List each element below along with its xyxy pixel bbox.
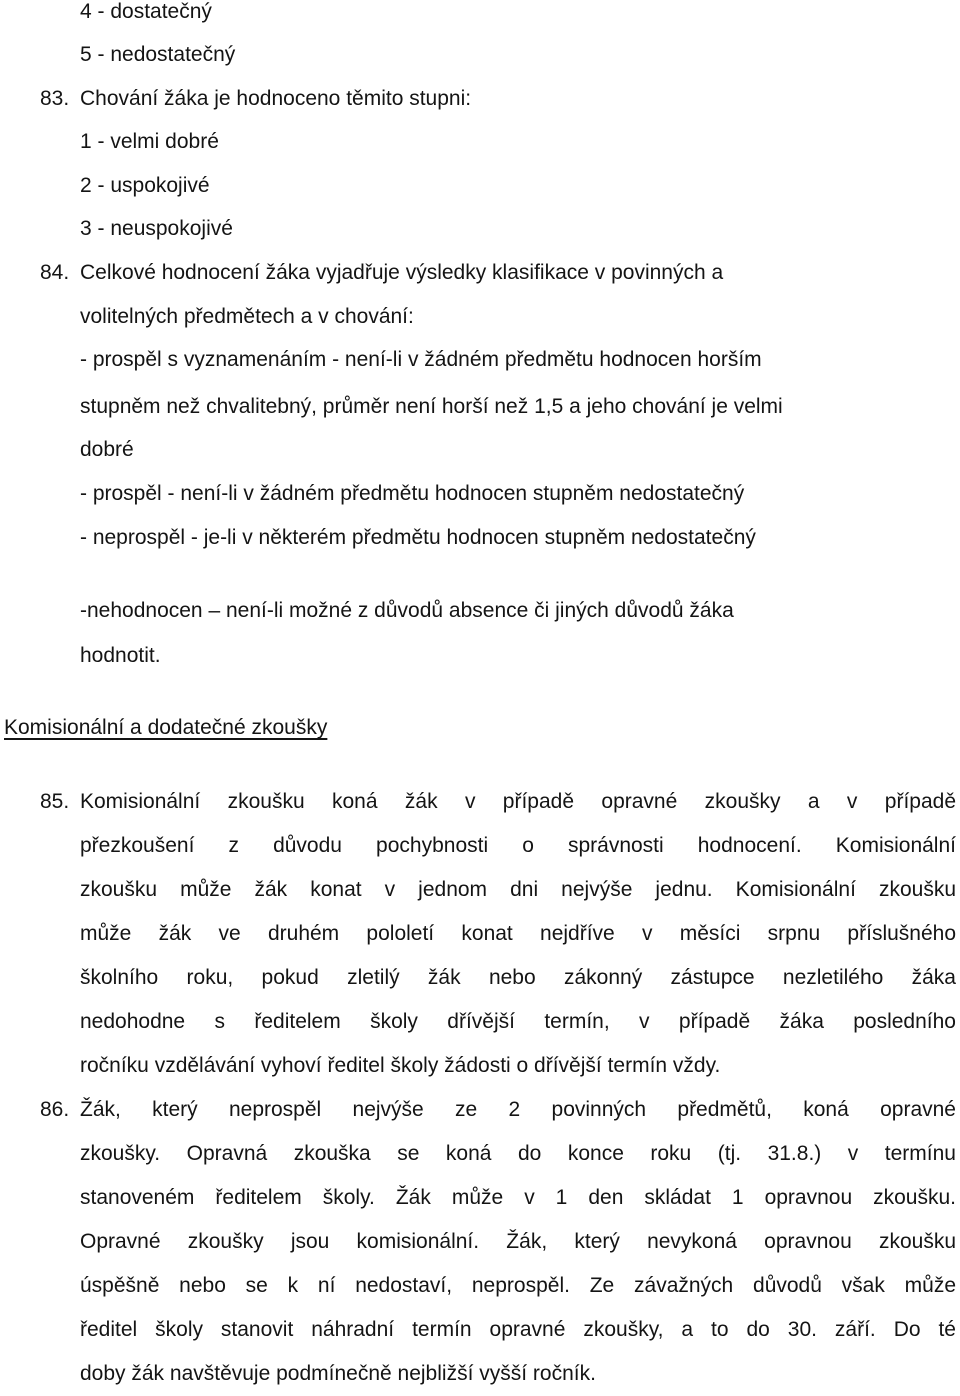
item-86-line: stanoveném ředitelem školy. Žák může v 1 den skládat 1 opravnou zkoušku. [80, 1186, 956, 1209]
item-85-line: Komisionální zkoušku koná žák v případě opravné zkoušky a v případě [80, 790, 956, 813]
behavior-grade-1: 1 - velmi dobré [80, 130, 219, 153]
item-86-line: doby žák navštěvuje podmínečně nejbližší vyšší ročník. [80, 1362, 596, 1385]
grade-4: 4 - dostatečný [80, 0, 212, 23]
item-86-line: Opravné zkoušky jsou komisionální. Žák, který nevykoná opravnou zkoušku [80, 1230, 956, 1253]
item-84-line: - neprospěl - je-li v některém předmětu hodnocen stupněm nedostatečný [80, 526, 756, 549]
item-86-line: ředitel školy stanovit náhradní termín opravné zkoušky, a to do 30. září. Do té [80, 1318, 956, 1341]
item-84-line: Celkové hodnocení žáka vyjadřuje výsledky klasifikace v povinných a [80, 261, 724, 284]
item-84-line: - prospěl s vyznamenáním - není-li v žádném předmětu hodnocen horším [80, 348, 762, 371]
item-84-line: dobré [80, 438, 134, 461]
behavior-grade-2: 2 - uspokojivé [80, 174, 210, 197]
item-83-text: Chování žáka je hodnoceno těmito stupni: [80, 87, 472, 110]
item-84-line: - prospěl - není-li v žádném předmětu hodnocen stupněm nedostatečný [80, 482, 745, 505]
item-85-line: školního roku, pokud zletilý žák nebo zákonný zástupce nezletilého žáka [80, 966, 956, 989]
item-85-line: ročníku vzdělávání vyhoví ředitel školy žádosti o dřívější termín vždy. [80, 1054, 721, 1077]
item-84-line: volitelných předmětech a v chování: [80, 305, 414, 328]
item-86-number: 86. [40, 1098, 70, 1121]
item-84-number: 84. [40, 261, 70, 284]
item-84-line: hodnotit. [80, 644, 161, 667]
item-84-line: -nehodnocen – není-li možné z důvodů absence či jiných důvodů žáka [80, 599, 734, 622]
item-86-line: Žák, který neprospěl nejvýše ze 2 povinných předmětů, koná opravné [80, 1098, 956, 1121]
behavior-grade-3: 3 - neuspokojivé [80, 217, 233, 240]
item-85-line: zkoušku může žák konat v jednom dni nejvýše jednu. Komisionální zkoušku [80, 878, 956, 901]
item-86-line: zkoušky. Opravná zkouška se koná do konce roku (tj. 31.8.) v termínu [80, 1142, 956, 1165]
item-85-number: 85. [40, 790, 70, 813]
item-83-number: 83. [40, 87, 70, 110]
item-85-line: přezkoušení z důvodu pochybnosti o správnosti hodnocení. Komisionální [80, 834, 956, 857]
section-heading: Komisionální a dodatečné zkoušky [4, 716, 328, 739]
item-86-line: úspěšně nebo se k ní nedostaví, neprospěl. Ze závažných důvodů však může [80, 1274, 956, 1297]
item-85-line: nedohodne s ředitelem školy dřívější termín, v případě žáka posledního [80, 1010, 956, 1033]
item-84-line: stupněm než chvalitebný, průměr není horší než 1,5 a jeho chování je velmi [80, 395, 783, 418]
item-85-line: může žák ve druhém pololetí konat nejdříve v měsíci srpnu příslušného [80, 922, 956, 945]
grade-5: 5 - nedostatečný [80, 43, 236, 66]
